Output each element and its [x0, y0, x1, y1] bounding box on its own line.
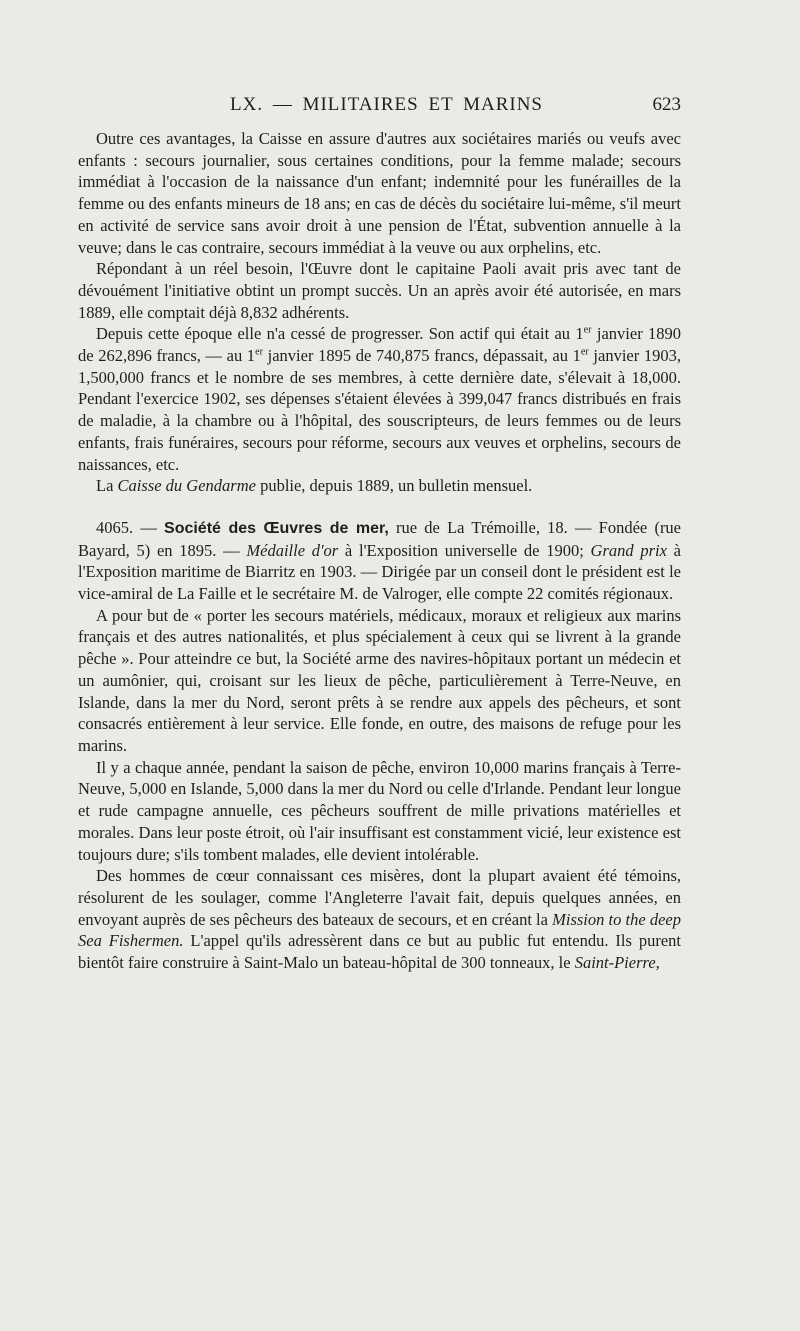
paragraph-advantages: Outre ces avantages, la Caisse en assure d'autres aux sociétaires mariés ou veufs avec enfants : secours journalier, sous certaines conditions, pour la femme malade; secours immédiat à l'occasion de la naissance d'un enfant; indemnité pour les funérailles de la femme ou des enfants mineurs de 18 ans; en cas de décès du sociétaire lui-même, s'il meurt en activité de service sans avoir droit à une pension de l'État, subvention annuelle à la veuve; dans le cas contraire, secours immédiat à la veuve ou aux orphelins, etc. [78, 129, 681, 257]
section-gap [78, 497, 681, 517]
paragraph-purpose: A pour but de « porter les secours matériels, médicaux, moraux et religieux aux marins français et des autres nationalités, et plus spécialement à ceux qui se livrent à la grande pêche ». Pour atteindre ce but, la Société arme des navires-hôpitaux portant un médecin et un aumônier, qui, croisant sur les lieux de pêche, particulièrement à Terre-Neuve, en Islande, dans la mer du Nord, seront prêts à se rendre aux appels des pêcheurs, et sont consacrés entièrement à leur service. Elle fonde, en outre, des maisons de refuge pour les marins. [78, 605, 681, 755]
paragraph-hospital-ship: Des hommes de cœur connaissant ces misères, dont la plupart avaient été témoins, résolurent de les soulager, comme l'Angleterre l'avait fait, depuis quelques années, en envoyant auprès de ses pêcheurs des bateaux de secours, et en créant la Mission to the deep Sea Fishermen. L'appel qu'ils adressèrent dans ce but au public fut entendu. Ils purent bientôt faire construire à Saint-Malo un bateau-hôpital de 300 tonneaux, le Saint-Pierre, [78, 866, 681, 973]
paragraph-progress: Depuis cette époque elle n'a cessé de progresser. Son actif qui était au 1er janvier 1890 de 262,896 francs, — au 1er janvier 1895 de 740,875 francs, dépassait, au 1er janvier 1903, 1,500,000 francs et le nombre de ses membres, à cette dernière date, s'élevait à 18,000. Pendant l'exercice 1902, ses dépenses s'étaient élevées à 399,047 francs distribués en frais de maladie, à la chambre ou à l'hôpital, des souscripteurs, de leurs femmes ou de leurs enfants, frais funéraires, secours pour réforme, secours aux veuves et orphelins, secours de naissances, etc. [78, 324, 682, 474]
paragraph-bulletin: La Caisse du Gendarme publie, depuis 1889, un bulletin mensuel. [96, 476, 533, 496]
page-body [78, 128, 681, 974]
entry-number: 4065. — [96, 517, 165, 537]
page-number: 623 [652, 94, 681, 115]
entry-societe-oeuvres-de-mer: 4065. — Société des Œuvres de mer, rue de La Trémoille, 18. — Fondée (rue Bayard, 5) en 1895. — Médaille d'or à l'Exposition universelle de 1900; Grand prix à l'Exposition maritime de Biarritz en 1903. — Dirigée par un conseil dont le président est le vice-amiral de La Faille et le secrétaire M. de Valroger, elle compte 22 comités régionaux. [78, 517, 682, 604]
running-header [78, 94, 681, 118]
chapter-heading: LX. — MILITAIRES ET MARINS [230, 94, 543, 115]
entry-title: Société des Œuvres de mer, [164, 519, 389, 537]
paragraph-fishermen: Il y a chaque année, pendant la saison de pêche, environ 10,000 marins français à Terre-Neuve, 5,000 en Islande, 5,000 dans la mer du Nord ou celle d'Irlande. Pendant leur longue et rude campagne annuelle, ces pêcheurs souffrent de mille privations matérielles et morales. Dans leur poste étroit, où l'air insuffisant est constamment vicié, leur existence est toujours dure; s'ils tombent malades, elle devient intolérable. [78, 757, 681, 864]
paragraph-founding: Répondant à un réel besoin, l'Œuvre dont le capitaine Paoli avait pris avec tant de dévouément l'initiative obtint un prompt succès. Un an après avoir été autorisée, en mars 1889, elle comptait déjà 8,832 adhérents. [78, 259, 681, 322]
